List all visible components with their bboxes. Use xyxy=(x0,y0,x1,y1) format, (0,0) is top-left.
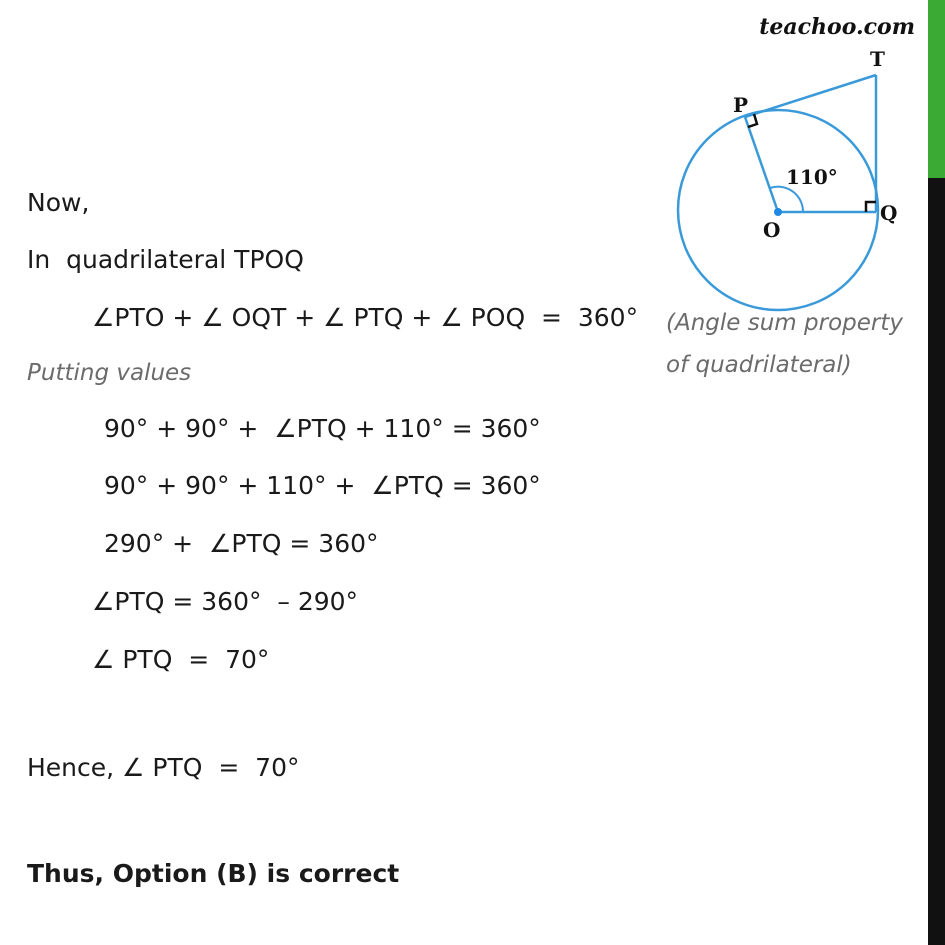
label-p: P xyxy=(733,93,749,117)
text-putting-values: Putting values xyxy=(27,360,192,386)
tangent-pt xyxy=(745,75,876,117)
step-4: ∠PTQ = 360° – 290° xyxy=(92,587,359,616)
label-q: Q xyxy=(880,201,898,225)
note-line-1: (Angle sum property xyxy=(666,310,903,336)
radius-op xyxy=(745,117,778,212)
text-hence: Hence, ∠ PTQ = 70° xyxy=(27,753,300,782)
text-now: Now, xyxy=(27,188,90,217)
label-t: T xyxy=(870,47,885,71)
angle-label: 110° xyxy=(786,165,838,189)
tangent-circle-figure xyxy=(660,40,920,320)
step-2: 90° + 90° + 110° + ∠PTQ = 360° xyxy=(104,471,541,500)
brand-logo: teachoo.com xyxy=(759,14,915,40)
angle-arc xyxy=(770,187,803,212)
label-o: O xyxy=(763,218,781,242)
step-3: 290° + ∠PTQ = 360° xyxy=(104,529,379,558)
text-conclusion: Thus, Option (B) is correct xyxy=(27,859,400,888)
step-5: ∠ PTQ = 70° xyxy=(92,645,270,674)
text-intro: In quadrilateral TPOQ xyxy=(27,245,304,274)
scrollbar[interactable] xyxy=(928,0,945,945)
scrollbar-thumb[interactable] xyxy=(928,0,945,178)
center-point-o xyxy=(774,208,782,216)
note-line-2: of quadrilateral) xyxy=(666,352,852,378)
step-1: 90° + 90° + ∠PTQ + 110° = 360° xyxy=(104,414,541,443)
equation-angle-sum: ∠PTO + ∠ OQT + ∠ PTQ + ∠ POQ = 360° xyxy=(92,303,639,332)
right-angle-mark-q xyxy=(866,202,876,212)
